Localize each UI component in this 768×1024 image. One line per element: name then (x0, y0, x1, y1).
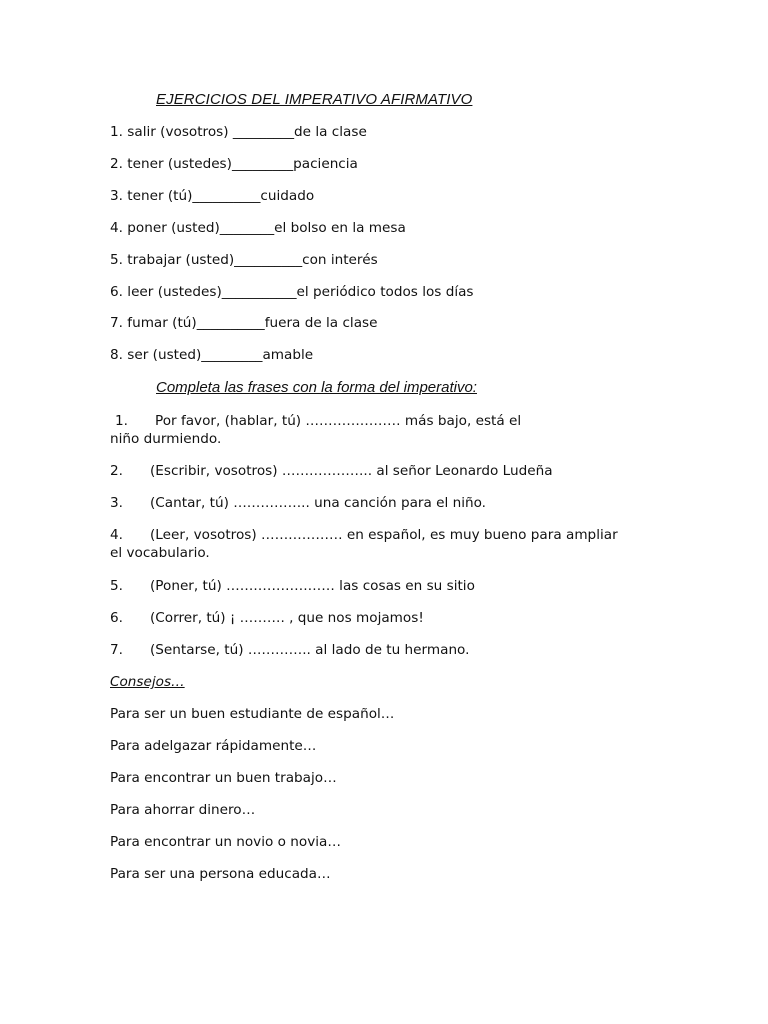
exercise2-instructions: Completa las frases con la forma del imperativo: (156, 379, 477, 396)
exercise2-number: 7. (110, 642, 123, 658)
exercise2-number: 1. (115, 413, 128, 429)
consejos-heading: Consejos… (110, 674, 185, 690)
exercise2-number: 6. (110, 610, 123, 626)
worksheet-title: EJERCICIOS DEL IMPERATIVO AFIRMATIVO (156, 91, 473, 108)
consejo-item: Para adelgazar rápidamente… (110, 738, 317, 754)
exercise2-text: Por favor, (hablar, tú) ………………… más bajo, está el (155, 413, 522, 429)
exercise1-item: 4. poner (usted)________el bolso en la mesa (110, 220, 406, 236)
exercise2-text: (Leer, vosotros) ……………… en español, es muy bueno para ampliar (150, 527, 618, 543)
exercise1-item: 2. tener (ustedes)_________paciencia (110, 156, 358, 172)
exercise2-number: 3. (110, 495, 123, 511)
exercise2-number: 2. (110, 463, 123, 479)
exercise2-text: (Sentarse, tú) ………….. al lado de tu hermano. (150, 642, 470, 658)
consejo-item: Para ser un buen estudiante de español… (110, 706, 395, 722)
consejo-item: Para encontrar un novio o novia… (110, 834, 341, 850)
exercise2-continuation: el vocabulario. (110, 545, 210, 561)
exercise2-text: (Escribir, vosotros) ……………….. al señor Leonardo Ludeña (150, 463, 553, 479)
consejo-item: Para ahorrar dinero… (110, 802, 256, 818)
exercise2-text: (Cantar, tú) …………….. una canción para el niño. (150, 495, 487, 511)
exercise1-item: 6. leer (ustedes)___________el periódico todos los días (110, 284, 474, 300)
exercise2-text: (Poner, tú) …………………… las cosas en su sitio (150, 578, 475, 594)
consejo-item: Para ser una persona educada… (110, 866, 331, 882)
exercise1-item: 7. fumar (tú)__________fuera de la clase (110, 315, 378, 331)
exercise2-text: (Correr, tú) ¡ ………. , que nos mojamos! (150, 610, 424, 626)
exercise2-number: 5. (110, 578, 123, 594)
exercise1-item: 8. ser (usted)_________amable (110, 347, 314, 363)
exercise2-continuation: niño durmiendo. (110, 431, 222, 447)
exercise1-item: 1. salir (vosotros) _________de la clase (110, 124, 367, 140)
exercise1-item: 3. tener (tú)__________cuidado (110, 188, 315, 204)
exercise1-item: 5. trabajar (usted)__________con interés (110, 252, 378, 268)
exercise2-number: 4. (110, 527, 123, 543)
consejo-item: Para encontrar un buen trabajo… (110, 770, 337, 786)
